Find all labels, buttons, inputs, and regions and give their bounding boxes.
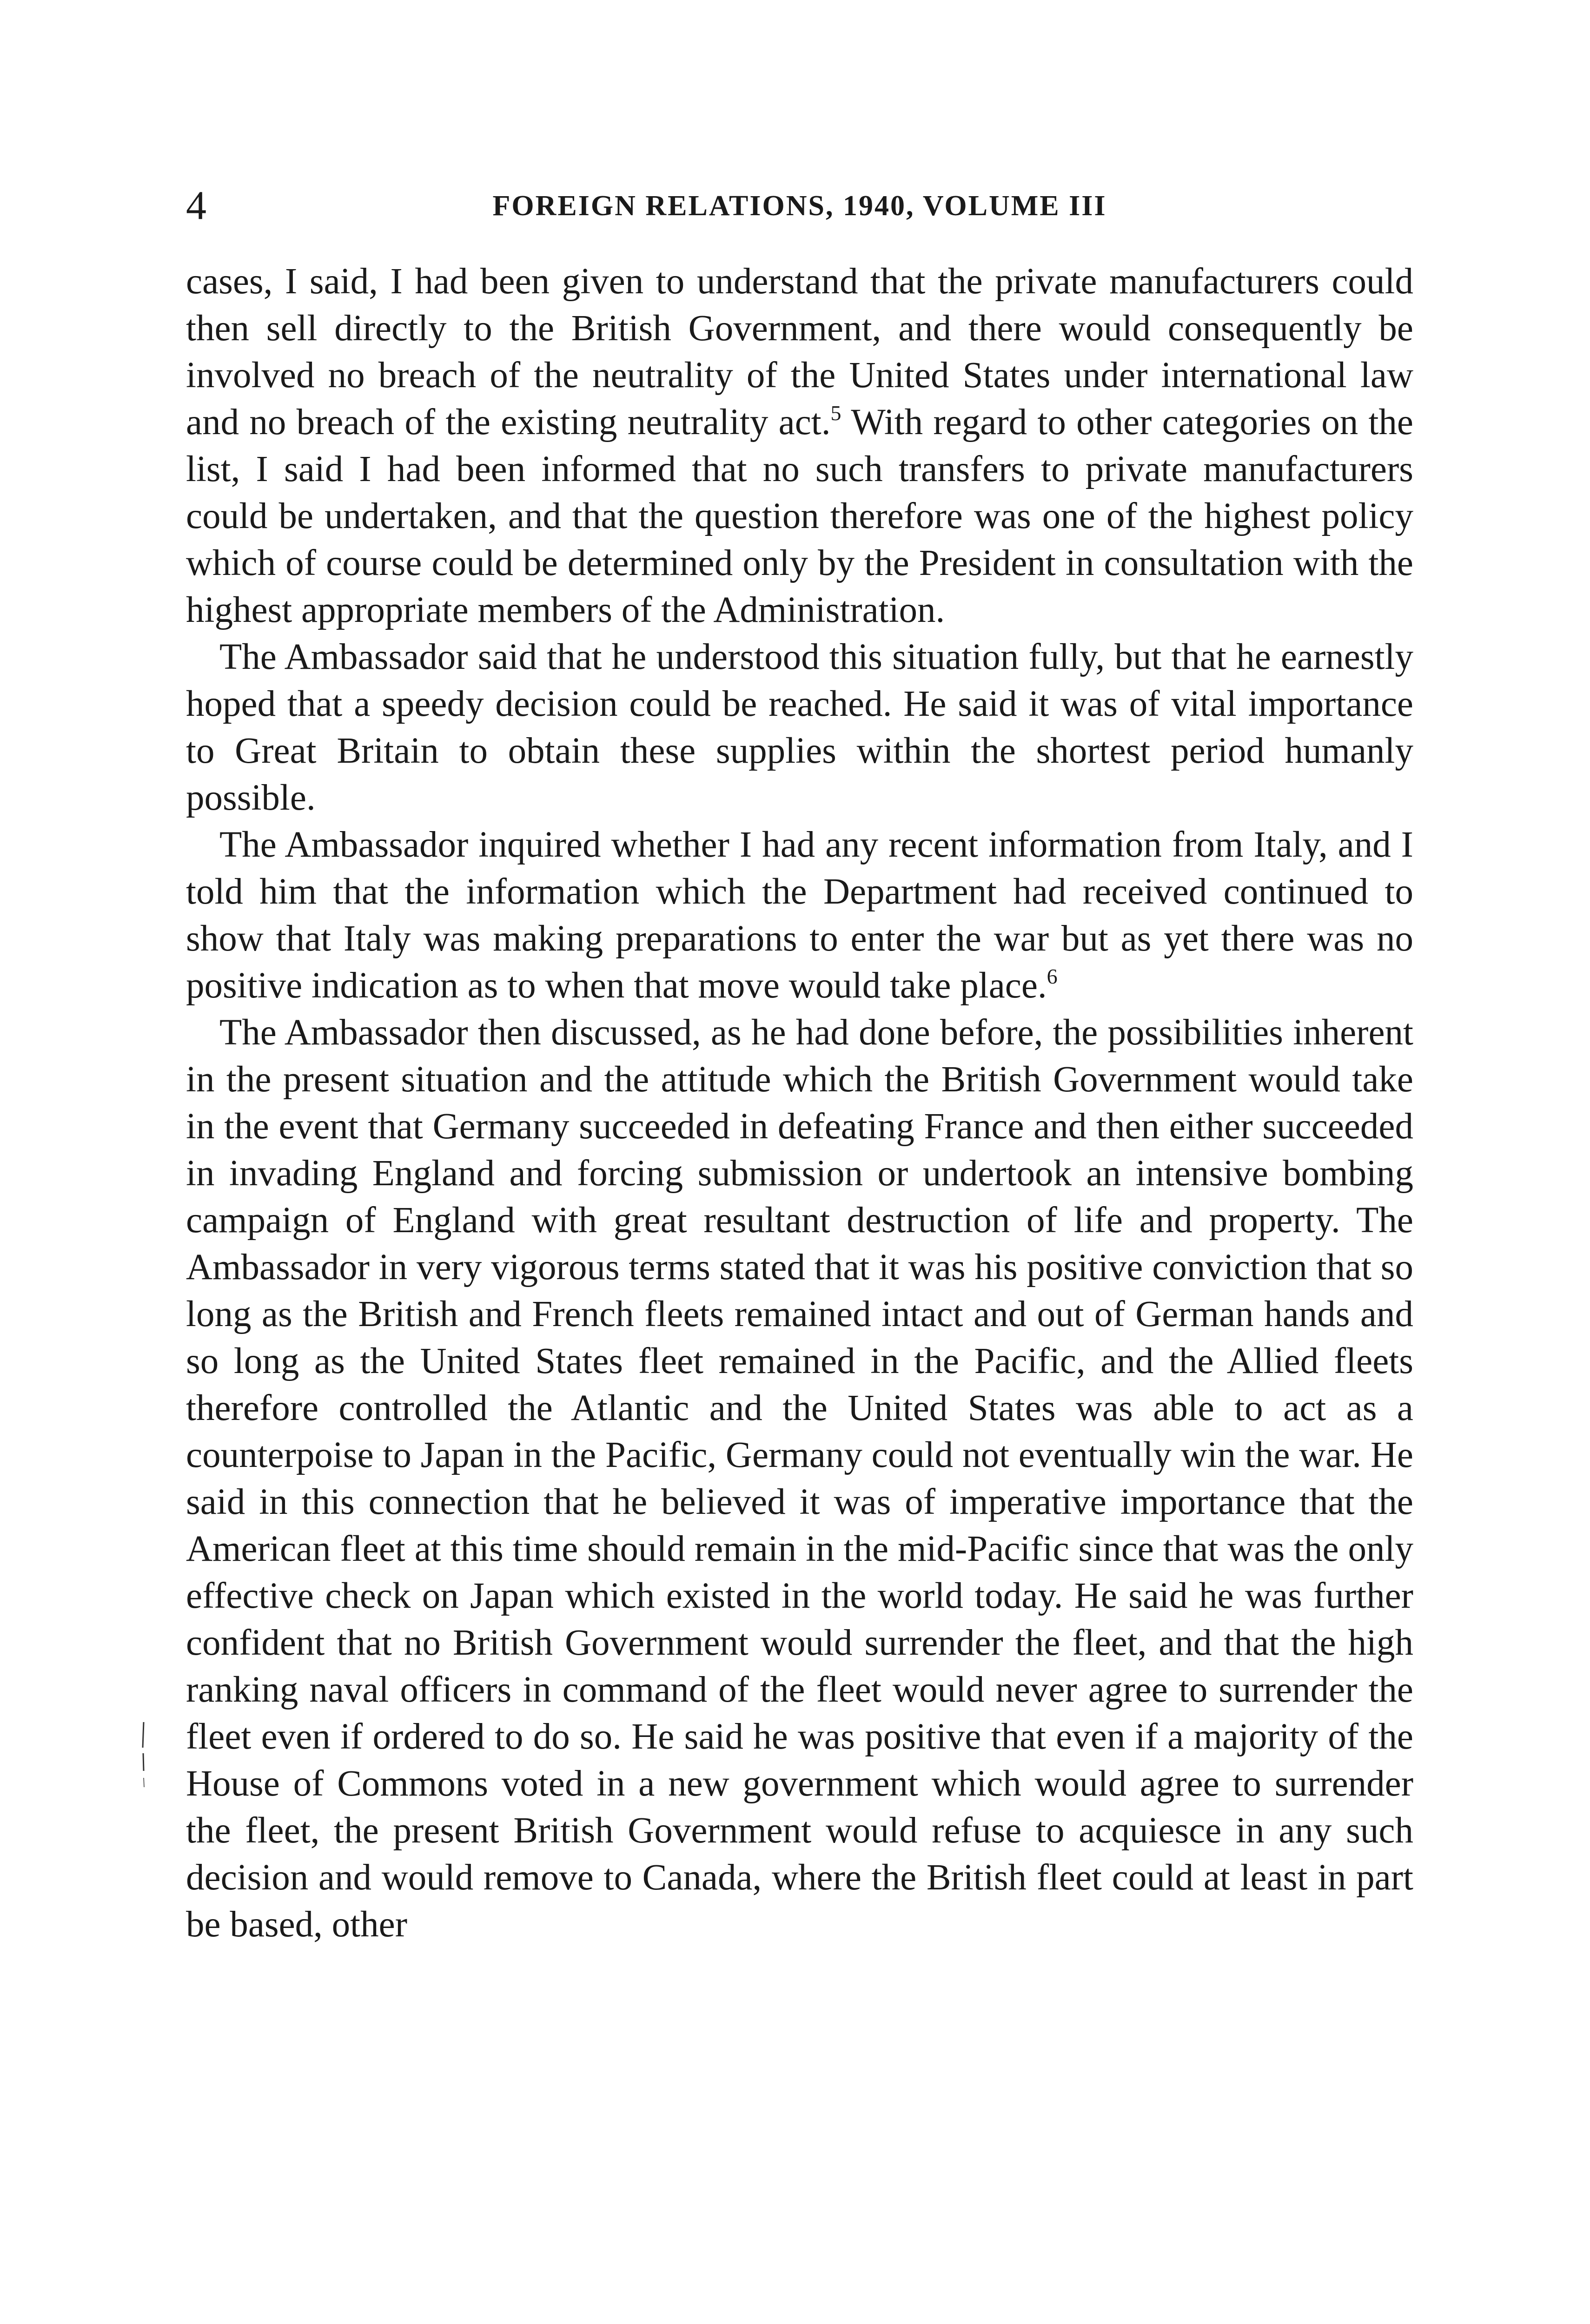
paragraph-4: The Ambassador then discussed, as he had done before, the possibilities inherent in the present situation and the attitude which the British Government would take in the event that Germany succeeded in defeating France and then either succeeded in invading England and forcing submission or undertook an intensive bombing campaign of England with great resultant destruction of life and property. The Ambassador in very vigorous terms stated that it was his positive conviction that so long as the British and French fleets remained intact and out of German hands and so long as the United States fleet remained in the Pacific, and the Allied fleets therefore controlled the Atlantic and the United States was able to act as a counterpoise to Japan in the Pacific, Germany could not eventually win the war. He said in this connection that he believed it was of imperative importance that the American fleet at this time should remain in the mid-Pacific since that was the only effective check on Japan which existed in the world today. He said he was further confident that no British Government would surrender the fleet, and that the high ranking naval officers in command of the fleet would never agree to surrender the fleet even if ordered to do so. He said he was positive that even if a majority of the House of Commons voted in a new government which would agree to surrender the fleet, the present British Government would refuse to acquiesce in any such decision and would remove to Canada, where the British fleet could at least in part be based, other <box>186 1012 1413 1945</box>
page-header <box>186 180 1413 231</box>
paragraph-2: The Ambassador said that he understood this situation fully, but that he earnestly hoped that a speedy decision could be reached. He said it was of vital importance to Great Britain to obtain these supplies within the shortest period humanly possible. <box>186 637 1413 818</box>
body-text <box>186 258 1413 1948</box>
paragraph-1 <box>186 258 1413 634</box>
margin-mark <box>139 1720 148 1789</box>
paragraph-1-part-a: cases, I said, I had been given to understand that the private manufacturers could then sell directly to the British Government, and there would consequently be involved no breach of the neutrality of the United States under international law and no breach of the existing neutrality act. <box>186 261 1413 442</box>
footnote-ref-5: 5 <box>830 401 841 425</box>
paragraph-1-part-b: With regard to other categories on the list, I said I had been informed that no such transfers to private manufacturers could be undertaken, and that the question therefore was one of the highest policy which of course could be determined only by the President in consultation with the highest appropriate members of the Administration. <box>186 402 1413 630</box>
running-head: FOREIGN RELATIONS, 1940, VOLUME III <box>492 190 1107 222</box>
page-number: 4 <box>186 183 206 228</box>
paragraph-3 <box>186 821 1413 1009</box>
footnote-ref-6: 6 <box>1047 964 1058 988</box>
paragraph-3-text: The Ambassador inquired whether I had any recent information from Italy, and I told him that the information which the Department had received continued to show that Italy was making preparations to enter the war but as yet there was no positive indication as to when that move would take place. <box>186 825 1413 1006</box>
